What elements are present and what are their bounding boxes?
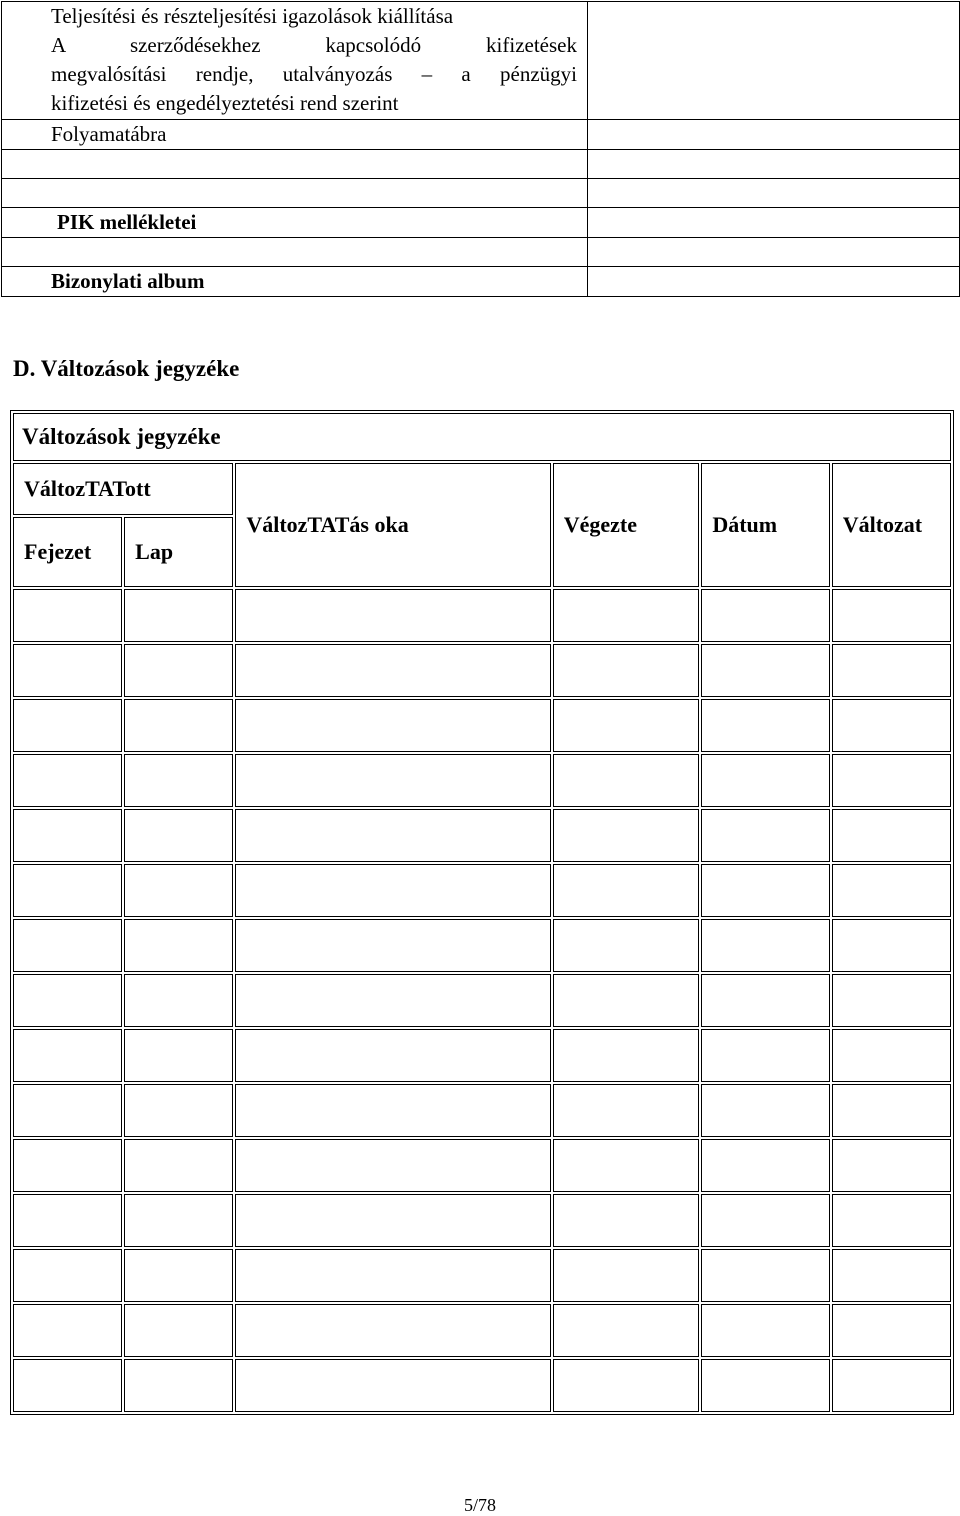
empty-cell xyxy=(588,238,960,267)
folyamatabra-cell xyxy=(2,120,588,150)
line-teljesitesi: Teljesítési és részteljesítési igazolások kiállítása xyxy=(51,4,454,28)
empty-cell xyxy=(13,919,122,972)
empty-cell xyxy=(701,919,829,972)
empty-cell xyxy=(124,699,233,752)
table-row xyxy=(2,150,960,179)
empty-cell xyxy=(588,120,960,150)
empty-cell xyxy=(553,1249,700,1302)
table-row xyxy=(13,974,951,1027)
line-megvalositasi: megvalósítási rendje, utalványozás – a pénzügyi xyxy=(51,62,577,86)
empty-cell xyxy=(553,699,700,752)
empty-cell xyxy=(701,864,829,917)
empty-cell xyxy=(235,699,550,752)
empty-cell xyxy=(553,589,700,642)
table-row xyxy=(13,1029,951,1082)
empty-cell xyxy=(13,974,122,1027)
header-valtoztatott: VáltozTATott xyxy=(13,463,233,515)
empty-cell xyxy=(235,1194,550,1247)
empty-cell xyxy=(235,974,550,1027)
empty-cell xyxy=(701,699,829,752)
empty-cell xyxy=(235,1249,550,1302)
pik-label: PIK mellékletei xyxy=(57,210,197,234)
section-heading: D. Változások jegyzéke xyxy=(13,356,240,381)
empty-cell xyxy=(832,1249,951,1302)
empty-cell xyxy=(588,150,960,179)
empty-cell xyxy=(235,864,550,917)
table-row xyxy=(13,1359,951,1412)
empty-cell xyxy=(124,919,233,972)
empty-cell xyxy=(235,1304,550,1357)
table-row xyxy=(13,919,951,972)
empty-cell xyxy=(832,1084,951,1137)
empty-cell xyxy=(832,589,951,642)
table-row xyxy=(2,120,960,150)
table-row xyxy=(13,1084,951,1137)
empty-cell xyxy=(124,754,233,807)
empty-cell xyxy=(235,809,550,862)
empty-cell xyxy=(235,644,550,697)
table-row xyxy=(13,754,951,807)
empty-cell xyxy=(13,1194,122,1247)
table-row xyxy=(13,1194,951,1247)
empty-cell xyxy=(124,1029,233,1082)
empty-cell xyxy=(124,1084,233,1137)
empty-cell xyxy=(701,1194,829,1247)
empty-cell xyxy=(13,864,122,917)
empty-cell xyxy=(588,179,960,208)
empty-cell xyxy=(13,1304,122,1357)
table-row xyxy=(2,208,960,238)
empty-cell xyxy=(13,809,122,862)
empty-cell xyxy=(832,1029,951,1082)
empty-cell xyxy=(553,809,700,862)
table-row xyxy=(13,864,951,917)
empty-cell xyxy=(832,699,951,752)
empty-cell xyxy=(553,1359,700,1412)
empty-cell xyxy=(832,919,951,972)
changes-table xyxy=(10,410,954,1415)
table-row xyxy=(13,589,951,642)
table-row xyxy=(13,809,951,862)
empty-cell xyxy=(235,589,550,642)
empty-cell xyxy=(124,864,233,917)
empty-cell xyxy=(124,644,233,697)
page-number: 5/78 xyxy=(463,1495,496,1515)
empty-cell xyxy=(124,1359,233,1412)
empty-cell xyxy=(832,1139,951,1192)
empty-cell xyxy=(701,644,829,697)
empty-cell xyxy=(701,1084,829,1137)
empty-cell xyxy=(588,267,960,297)
table-row xyxy=(2,238,960,267)
folyamatabra-label: Folyamatábra xyxy=(51,122,167,146)
header-page: Lap xyxy=(124,517,233,587)
table-row xyxy=(2,2,960,120)
empty-cell xyxy=(235,1359,550,1412)
empty-cell xyxy=(832,644,951,697)
empty-cell xyxy=(124,1194,233,1247)
header-date: Dátum xyxy=(701,463,829,587)
empty-cell xyxy=(13,699,122,752)
table-row xyxy=(13,644,951,697)
empty-cell xyxy=(124,809,233,862)
empty-cell xyxy=(588,208,960,238)
pik-cell xyxy=(2,208,588,238)
empty-cell xyxy=(13,754,122,807)
empty-cell xyxy=(701,1304,829,1357)
empty-cell xyxy=(553,974,700,1027)
table-row xyxy=(13,1249,951,1302)
empty-cell xyxy=(2,150,588,179)
empty-cell xyxy=(832,974,951,1027)
changes-header-row xyxy=(13,463,951,515)
empty-cell xyxy=(124,974,233,1027)
process-description-cell xyxy=(2,2,588,120)
table-row xyxy=(2,267,960,297)
header-done-by: Végezte xyxy=(553,463,700,587)
empty-cell xyxy=(553,1029,700,1082)
empty-cell xyxy=(235,919,550,972)
empty-cell xyxy=(13,1249,122,1302)
empty-cell xyxy=(701,589,829,642)
empty-cell xyxy=(124,589,233,642)
empty-cell xyxy=(701,1359,829,1412)
table-row xyxy=(13,699,951,752)
header-reason: VáltozTATás oka xyxy=(235,463,550,587)
changes-title-row xyxy=(13,413,951,461)
changes-title: Változások jegyzéke xyxy=(13,413,951,461)
empty-cell xyxy=(2,179,588,208)
empty-cell xyxy=(701,974,829,1027)
empty-cell xyxy=(13,589,122,642)
table-row xyxy=(2,179,960,208)
empty-cell xyxy=(701,1139,829,1192)
empty-cell xyxy=(13,1139,122,1192)
empty-cell xyxy=(235,1139,550,1192)
line-kifizetesi: kifizetési és engedélyeztetési rend szerint xyxy=(51,91,399,115)
empty-cell xyxy=(13,1359,122,1412)
empty-cell xyxy=(124,1304,233,1357)
empty-cell xyxy=(124,1249,233,1302)
empty-cell xyxy=(832,1304,951,1357)
empty-cell xyxy=(553,864,700,917)
empty-cell xyxy=(553,1304,700,1357)
header-version: Változat xyxy=(832,463,951,587)
empty-cell xyxy=(2,238,588,267)
empty-cell xyxy=(553,754,700,807)
empty-cell xyxy=(832,1194,951,1247)
table-row xyxy=(13,1304,951,1357)
line-szerzodesek: A szerződésekhez kapcsolódó kifizetések xyxy=(51,33,577,57)
empty-cell xyxy=(553,644,700,697)
empty-cell xyxy=(832,864,951,917)
empty-cell xyxy=(832,754,951,807)
album-label: Bizonylati album xyxy=(51,269,205,293)
empty-cell xyxy=(832,1359,951,1412)
empty-cell xyxy=(588,2,960,120)
empty-cell xyxy=(235,754,550,807)
empty-cell xyxy=(13,644,122,697)
empty-cell xyxy=(553,1139,700,1192)
empty-cell xyxy=(701,754,829,807)
empty-cell xyxy=(13,1029,122,1082)
process-table xyxy=(1,1,960,297)
empty-cell xyxy=(701,1029,829,1082)
empty-cell xyxy=(553,1194,700,1247)
empty-cell xyxy=(553,1084,700,1137)
empty-cell xyxy=(701,809,829,862)
changes-body xyxy=(13,589,951,1412)
album-cell xyxy=(2,267,588,297)
table-row xyxy=(13,1139,951,1192)
empty-cell xyxy=(13,1084,122,1137)
empty-cell xyxy=(701,1249,829,1302)
empty-cell xyxy=(235,1029,550,1082)
empty-cell xyxy=(832,809,951,862)
empty-cell xyxy=(235,1084,550,1137)
empty-cell xyxy=(124,1139,233,1192)
header-chapter: Fejezet xyxy=(13,517,122,587)
empty-cell xyxy=(553,919,700,972)
